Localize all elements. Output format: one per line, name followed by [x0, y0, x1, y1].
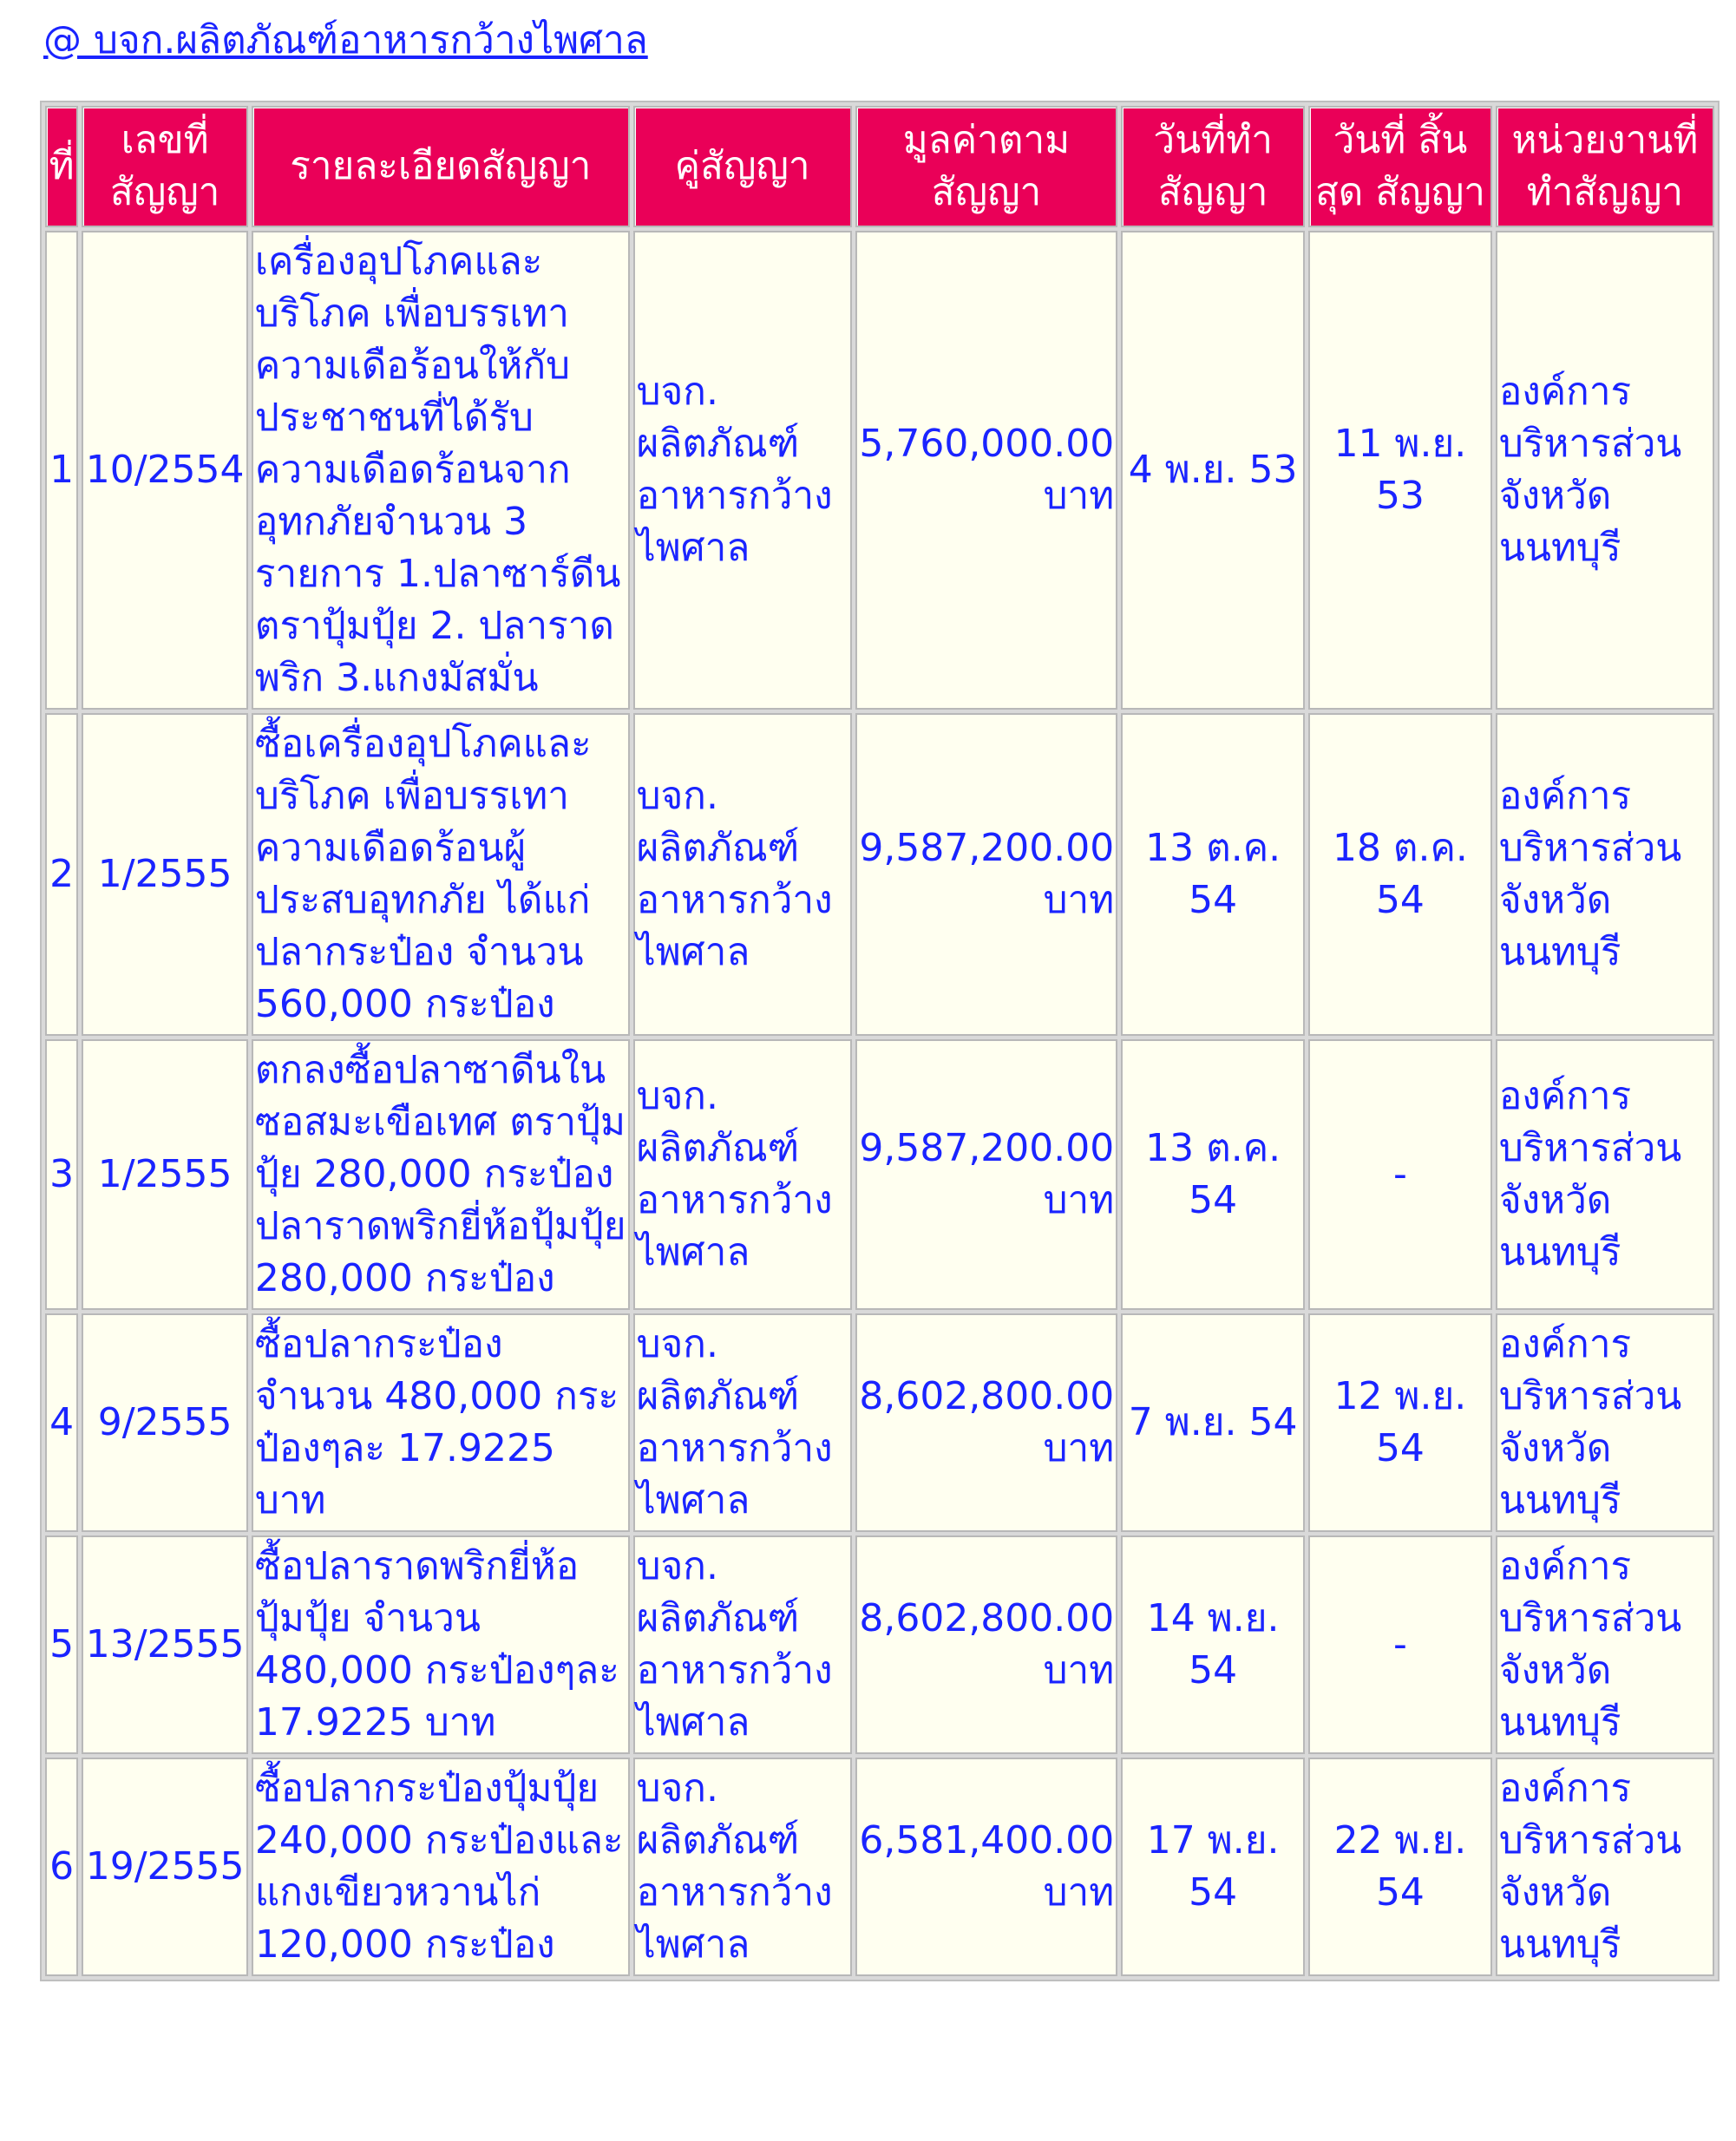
cell-end-date: 22 พ.ย. 54: [1308, 1758, 1492, 1976]
cell-value: 9,587,200.00 บาท: [855, 713, 1118, 1036]
header-contract-no: เลขที่ สัญญา: [82, 106, 248, 227]
cell-end-date: 12 พ.ย. 54: [1308, 1313, 1492, 1532]
cell-start-date: 17 พ.ย. 54: [1121, 1758, 1305, 1976]
cell-unit: องค์การบริหารส่วนจังหวัดนนทบุรี: [1496, 713, 1714, 1036]
cell-no: 3: [45, 1039, 78, 1310]
cell-end-date: 18 ต.ค. 54: [1308, 713, 1492, 1036]
company-title-link[interactable]: @ บจก.ผลิตภัณฑ์อาหารกว้างไพศาล: [43, 18, 648, 62]
cell-start-date: 7 พ.ย. 54: [1121, 1313, 1305, 1532]
header-no: ที่: [45, 106, 78, 227]
cell-contract-no: 9/2555: [82, 1313, 248, 1532]
header-start-date: วันที่ทำ สัญญา: [1121, 106, 1305, 227]
table-row: [45, 713, 1714, 1036]
cell-party: บจก. ผลิตภัณฑ์อาหารกว้างไพศาล: [633, 713, 852, 1036]
cell-end-date: 11 พ.ย. 53: [1308, 231, 1492, 710]
cell-party: บจก. ผลิตภัณฑ์อาหารกว้างไพศาล: [633, 231, 852, 710]
cell-unit: องค์การบริหารส่วนจังหวัดนนทบุรี: [1496, 1758, 1714, 1976]
cell-no: 5: [45, 1535, 78, 1754]
cell-no: 1: [45, 231, 78, 710]
cell-value: 8,602,800.00 บาท: [855, 1535, 1118, 1754]
cell-contract-no: 10/2554: [82, 231, 248, 710]
cell-party: บจก. ผลิตภัณฑ์อาหารกว้างไพศาล: [633, 1535, 852, 1754]
header-unit: หน่วยงานที่ ทำสัญญา: [1496, 106, 1714, 227]
cell-unit: องค์การบริหารส่วนจังหวัดนนทบุรี: [1496, 1039, 1714, 1310]
cell-no: 6: [45, 1758, 78, 1976]
cell-start-date: 13 ต.ค. 54: [1121, 713, 1305, 1036]
table-header-row: [45, 106, 1714, 227]
cell-no: 4: [45, 1313, 78, 1532]
table-row: [45, 1313, 1714, 1532]
table-row: [45, 1758, 1714, 1976]
table-row: [45, 1535, 1714, 1754]
cell-unit: องค์การบริหารส่วนจังหวัดนนทบุรี: [1496, 231, 1714, 710]
cell-contract-no: 1/2555: [82, 713, 248, 1036]
cell-value: 5,760,000.00 บาท: [855, 231, 1118, 710]
cell-value: 8,602,800.00 บาท: [855, 1313, 1118, 1532]
cell-start-date: 14 พ.ย. 54: [1121, 1535, 1305, 1754]
table-row: [45, 231, 1714, 710]
cell-unit: องค์การบริหารส่วนจังหวัดนนทบุรี: [1496, 1535, 1714, 1754]
cell-end-date: -: [1308, 1039, 1492, 1310]
cell-party: บจก. ผลิตภัณฑ์อาหารกว้างไพศาล: [633, 1039, 852, 1310]
cell-no: 2: [45, 713, 78, 1036]
header-detail: รายละเอียดสัญญา: [252, 106, 630, 227]
cell-unit: องค์การบริหารส่วนจังหวัดนนทบุรี: [1496, 1313, 1714, 1532]
cell-detail: เครื่องอุปโภคและบริโภค เพื่อบรรเทาความเดือร้อนให้กับประชาชนที่ได้รับความเดือดร้อนจากอุทกภัยจำนวน 3 รายการ 1.ปลาซาร์ดีน ตราปุ้มปุ้ย 2. ปลาราดพริก 3.แกงมัสมั่น: [252, 231, 630, 710]
cell-party: บจก. ผลิตภัณฑ์อาหารกว้างไพศาล: [633, 1313, 852, 1532]
contracts-table: [40, 101, 1720, 1981]
cell-detail: ซื้อปลาราดพริกยี่ห้อปุ้มปุ้ย จำนวน 480,000 กระป๋องๆละ 17.9225 บาท: [252, 1535, 630, 1754]
cell-value: 6,581,400.00 บาท: [855, 1758, 1118, 1976]
cell-end-date: -: [1308, 1535, 1492, 1754]
cell-party: บจก. ผลิตภัณฑ์อาหารกว้างไพศาล: [633, 1758, 852, 1976]
table-row: [45, 1039, 1714, 1310]
cell-detail: ซื้อปลากระป๋องปุ้มปุ้ย 240,000 กระป๋องและแกงเขียวหวานไก่ 120,000 กระป๋อง: [252, 1758, 630, 1976]
header-end-date: วันที่ สิ้นสุด สัญญา: [1308, 106, 1492, 227]
cell-contract-no: 19/2555: [82, 1758, 248, 1976]
header-value: มูลค่าตาม สัญญา: [855, 106, 1118, 227]
cell-detail: ตกลงซื้อปลาซาดีนในซอสมะเขือเทศ ตราปุ้มปุ้ย 280,000 กระป๋อง ปลาราดพริกยี่ห้อปุ้มปุ้ย 280,000 กระป๋อง: [252, 1039, 630, 1310]
cell-start-date: 13 ต.ค. 54: [1121, 1039, 1305, 1310]
cell-detail: ซื้อปลากระป๋อง จำนวน 480,000 กระป๋องๆละ 17.9225 บาท: [252, 1313, 630, 1532]
cell-contract-no: 1/2555: [82, 1039, 248, 1310]
cell-start-date: 4 พ.ย. 53: [1121, 231, 1305, 710]
cell-value: 9,587,200.00 บาท: [855, 1039, 1118, 1310]
cell-detail: ซื้อเครื่องอุปโภคและบริโภค เพื่อบรรเทาความเดือดร้อนผู้ประสบอุทกภัย ได้แก่ปลากระป๋อง จำนวน 560,000 กระป๋อง: [252, 713, 630, 1036]
cell-contract-no: 13/2555: [82, 1535, 248, 1754]
header-party: คู่สัญญา: [633, 106, 852, 227]
